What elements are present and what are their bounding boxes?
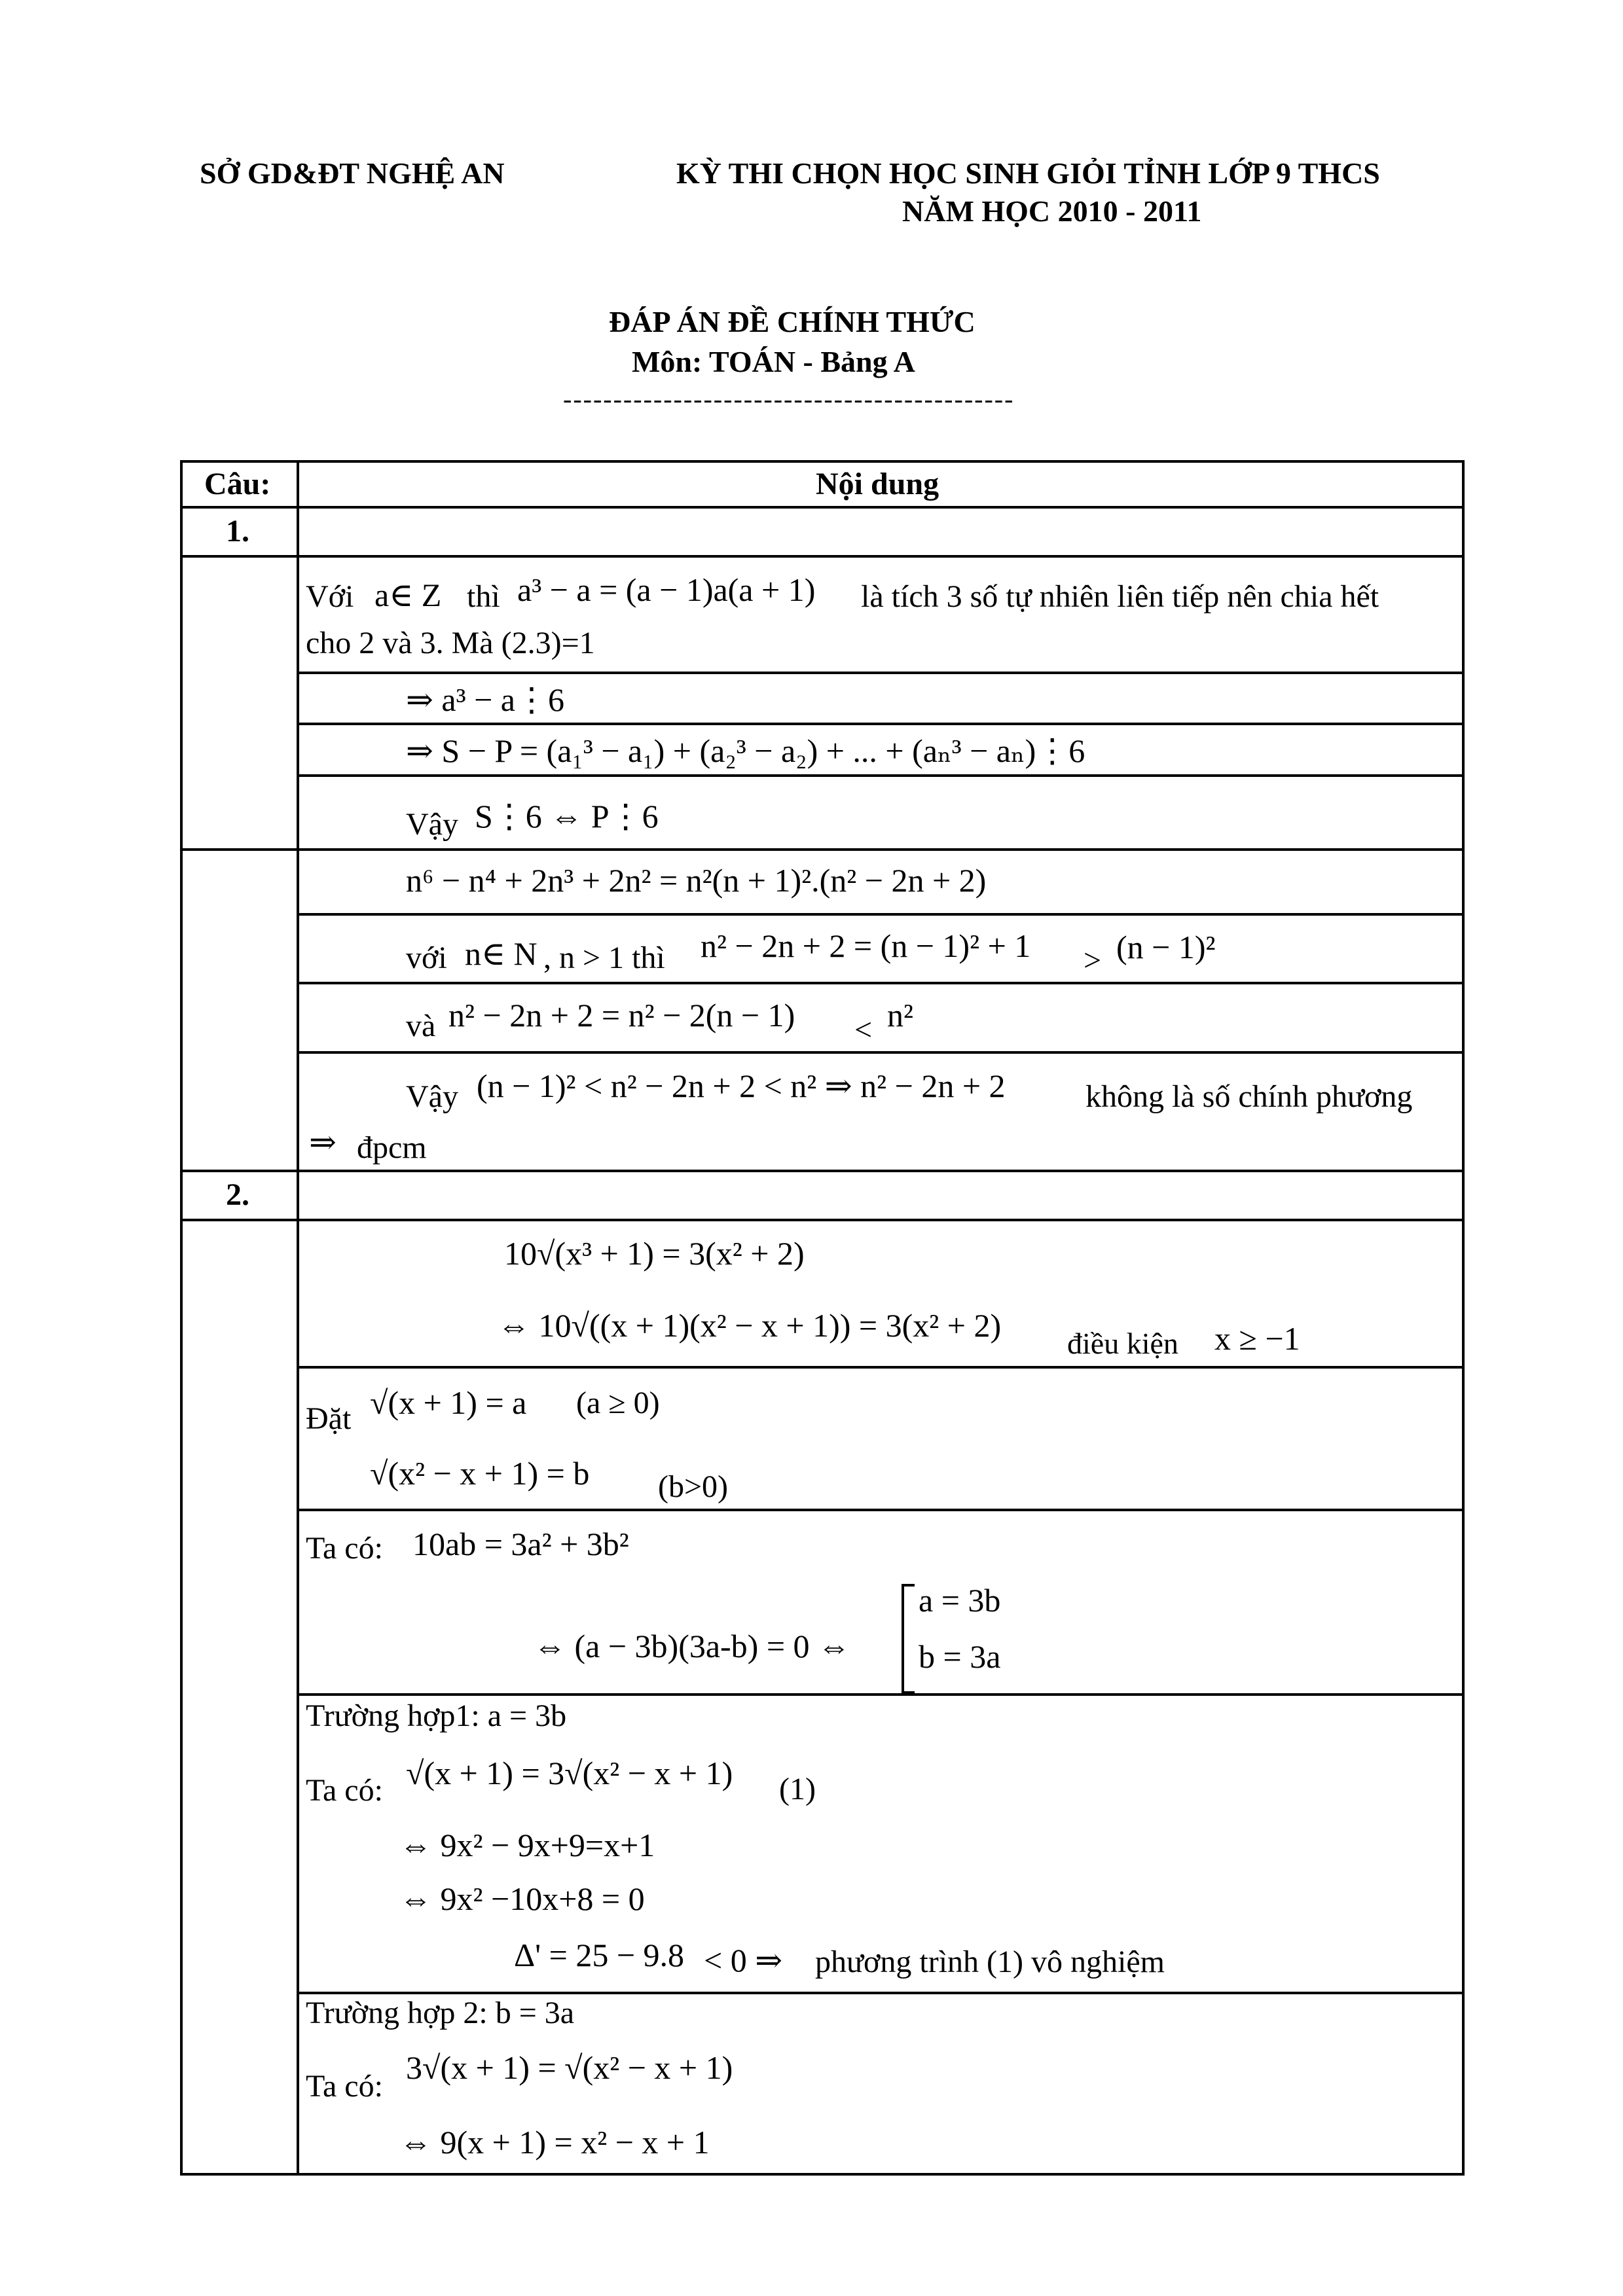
case-a: a = 3b <box>919 1582 1001 1619</box>
q2-case1-taco: Ta có: <box>306 1773 383 1808</box>
q1b-line3-pre: và <box>406 1009 436 1043</box>
q1a-line3: ⇒ a³ − a⋮6 <box>406 681 564 718</box>
q2-eq2: ⇔ 10√((x + 1)(x² − x + 1)) = 3(x² + 2) <box>498 1307 1002 1344</box>
q2-condition: x ≥ −1 <box>1214 1320 1300 1357</box>
q1b-line2-cond: n∈ N <box>465 935 538 972</box>
q2-case1-lt: < 0 ⇒ <box>704 1942 783 1979</box>
subject-line: Môn: TOÁN - Bảng A <box>632 345 915 378</box>
q1b-line2-mid: , n > 1 thì <box>543 941 665 975</box>
q2-case1-step2: ⇔ 9x² −10x+8 = 0 <box>399 1880 645 1917</box>
q2-substitution-label: Đặt <box>306 1401 352 1436</box>
q2-case2-equation: 3√(x + 1) = √(x² − x + 1) <box>406 2049 733 2086</box>
school-year: NĂM HỌC 2010 - 2011 <box>902 194 1202 228</box>
q1b-line3-rhs: n² <box>887 997 913 1033</box>
q1b-line4-eq: (n − 1)² < n² − 2n + 2 < n² ⇒ n² − 2n + 2 <box>477 1067 1006 1104</box>
q2-case1-equation: √(x + 1) = 3√(x² − x + 1) <box>406 1755 733 1791</box>
q1a-line1-pre: Với <box>306 579 354 614</box>
q2-eq1: 10√(x³ + 1) = 3(x² + 2) <box>504 1235 805 1272</box>
q2-case2-taco: Ta có: <box>306 2069 383 2104</box>
q2-case1-conclusion: phương trình (1) vô nghiệm <box>815 1945 1165 1979</box>
q1b-line3-eq: n² − 2n + 2 = n² − 2(n − 1) <box>448 997 795 1033</box>
exam-title: KỲ THI CHỌN HỌC SINH GIỎI TỈNH LỚP 9 THCS <box>676 156 1380 190</box>
divider-dashes: --------------------------------------------- <box>563 384 1015 414</box>
q1b-line3-lt: < <box>854 1013 873 1047</box>
q1a-line1-cond: a∈ Z <box>374 577 442 613</box>
q1b-line5-arrow: ⇒ <box>309 1124 337 1160</box>
q2-case1-delta: Δ' = 25 − 9.8 <box>514 1937 685 1973</box>
q1a-line5-pre: Vậy <box>406 807 458 842</box>
q1b-line2-gt: > <box>1084 943 1102 978</box>
question-number-2: 2. <box>226 1177 249 1212</box>
q2-a-condition: (a ≥ 0) <box>576 1386 660 1420</box>
q1a-line1-eq: a³ − a = (a − 1)a(a + 1) <box>517 571 816 608</box>
q1b-line4-pre: Vậy <box>406 1079 458 1114</box>
q1b-line2-eq: n² − 2n + 2 = (n − 1)² + 1 <box>701 927 1031 964</box>
q2-condition-label: điều kiện <box>1067 1327 1178 1360</box>
q1a-line2: cho 2 và 3. Mà (2.3)=1 <box>306 626 595 660</box>
q2-b-definition: √(x² − x + 1) = b <box>370 1455 590 1492</box>
q2-case2-title: Trường hợp 2: b = 3a <box>306 1996 575 2030</box>
q1a-line1-post: là tích 3 số tự nhiên liên tiếp nên chia hết <box>861 579 1379 614</box>
q2-factorization: ⇔ (a − 3b)(3a-b) = 0 ⇔ <box>534 1628 851 1664</box>
q1b-line1: n⁶ − n⁴ + 2n³ + 2n² = n²(n + 1)².(n² − 2n + 2) <box>406 862 987 899</box>
dept-name: SỞ GD&ĐT NGHỆ AN <box>200 156 505 190</box>
q2-b-condition: (b>0) <box>658 1469 729 1504</box>
case-b: b = 3a <box>919 1638 1001 1675</box>
case-bracket <box>902 1584 915 1694</box>
q2-taco-equation: 10ab = 3a² + 3b² <box>412 1526 629 1562</box>
q1b-line4-post: không là số chính phương <box>1085 1079 1413 1114</box>
q1a-line1-thi: thì <box>467 579 500 614</box>
q1a-line5-eq: S⋮6 ⇔ P⋮6 <box>475 798 659 834</box>
q2-case2-step1: ⇔ 9(x + 1) = x² − x + 1 <box>399 2124 710 2161</box>
q2-case1-title: Trường hợp1: a = 3b <box>306 1698 567 1733</box>
question-number-1: 1. <box>226 514 249 548</box>
q1b-line2-rhs: (n − 1)² <box>1116 929 1216 965</box>
q1a-line4: ⇒ S − P = (a₁³ − a₁) + (a₂³ − a₂) + ... + (aₙ³ − aₙ)⋮6 <box>406 732 1085 769</box>
q1b-line5: đpcm <box>357 1130 427 1165</box>
column-header-content: Nội dung <box>816 467 939 501</box>
q2-case1-tag: (1) <box>779 1772 816 1806</box>
column-header-question: Câu: <box>204 467 271 501</box>
q1b-line2-pre: với <box>406 941 447 975</box>
q2-a-definition: √(x + 1) = a <box>370 1384 527 1421</box>
answer-key-title: ĐÁP ÁN ĐỀ CHÍNH THỨC <box>609 305 976 338</box>
q2-taco-label: Ta có: <box>306 1531 383 1566</box>
q2-case1-step1: ⇔ 9x² − 9x+9=x+1 <box>399 1827 655 1863</box>
